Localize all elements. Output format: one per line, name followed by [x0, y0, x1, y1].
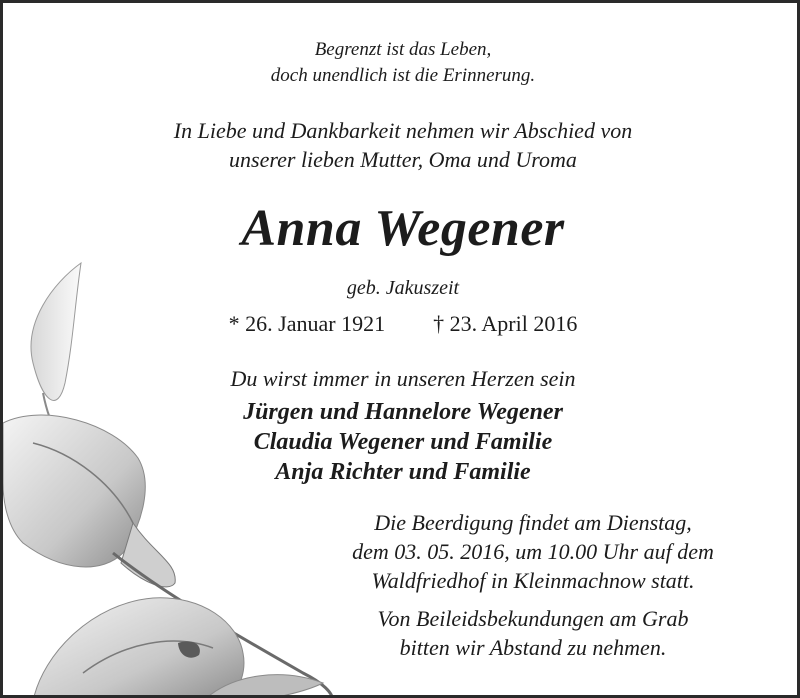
funeral-line-3: Waldfriedhof in Kleinmachnow statt. — [371, 568, 695, 593]
mourner-1: Jürgen und Hannelore Wegener — [243, 399, 563, 425]
funeral-line-2: dem 03. 05. 2016, um 10.00 Uhr auf dem — [352, 539, 714, 564]
quote-line-1: Begrenzt ist das Leben, — [314, 39, 492, 60]
birth-date: * 26. Januar 1921 — [228, 311, 386, 336]
intro-line-1: In Liebe und Dankbarkeit nehmen wir Abschied von — [173, 118, 633, 143]
condolences-line-1: Von Beileidsbekundungen am Grab — [377, 606, 689, 631]
death-date: † 23. April 2016 — [433, 311, 578, 336]
deceased-name: Anna Wegener — [241, 200, 565, 257]
intro-line-2: unserer lieben Mutter, Oma und Uroma — [229, 147, 577, 172]
mourner-2: Claudia Wegener und Familie — [253, 429, 553, 455]
quote-line-2: doch unendlich ist die Erinnerung. — [270, 65, 536, 86]
birth-name: geb. Jakuszeit — [346, 277, 460, 299]
condolences-line-2: bitten wir Abstand zu nehmen. — [399, 635, 667, 660]
life-dates — [3, 310, 800, 338]
mourner-3: Anja Richter und Familie — [275, 459, 531, 485]
remembrance-line: Du wirst immer in unseren Herzen sein — [230, 366, 576, 391]
funeral-line-1: Die Beerdigung findet am Dienstag, — [374, 510, 692, 535]
